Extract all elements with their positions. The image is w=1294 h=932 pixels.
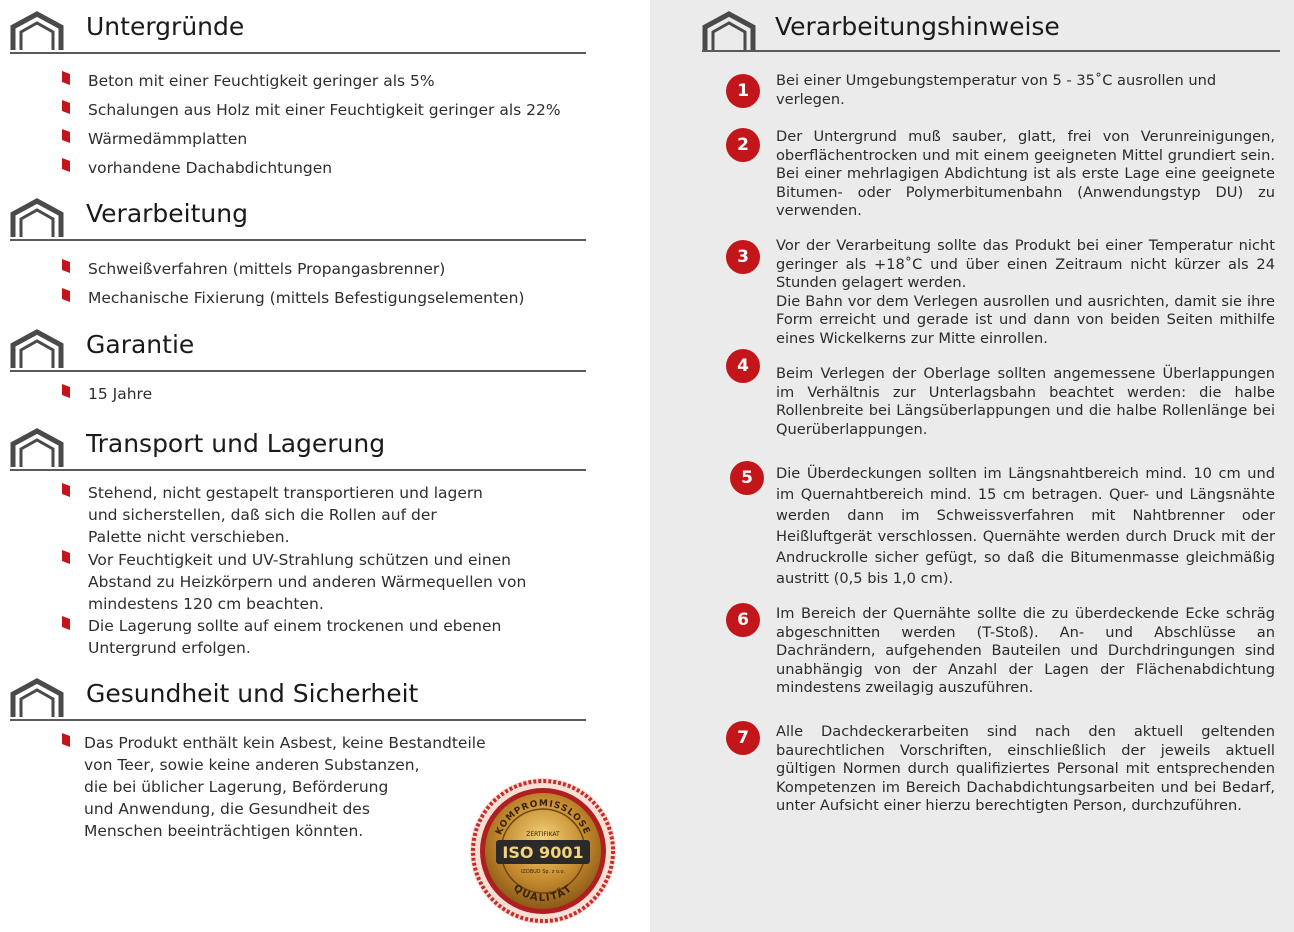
step-number-badge: 5 [730, 461, 764, 495]
step-number-badge: 3 [726, 240, 760, 274]
left-column: Untergründe Beton mit einer Feuchtigkeit geringer als 5% Schalungen aus Holz mit einer Feuchtigkeit geringer als 22% Wärmedämmplatten vorhandene Dachabdichtungen Verarbeitung Schweißverfahren (mittels Propangasbrenner) Mechanische Fixierung (mittels Befestigungselementen) Garantie 15 Jahre Transport und Lagerung Stehend, nicht gestapelt transportieren und lagern und sicherstellen, daß sich die Rollen auf der Palette nicht verschieben. Vor Feuchtigkeit und UV-Strahlung schützen und einen Abstand zu Heizkörpern und anderen Wärmequellen von mindestens 120 cm beachten. Die Lagerung sollte auf einem trockenen und ebenen Untergrund erfolgen. Gesundheit und Sicherheit Das Produkt enthält kein Asbest, keine Bestandteile von Teer, sowie keine anderen Substanzen, die bei üblicher Lagerung, Beförderung und Anwendung, die Gesundheit des Menschen beeinträchtigen könnten. KOMPROMISSLOSE QUALITÄT ZERTIFIKAT ISO 9001 IZOBUD Sp. z o.o. [0, 0, 650, 932]
red-flag-icon [62, 129, 70, 143]
step-text: Vor der Verarbeitung sollte das Produkt bei einer Temperatur nicht geringer als +18˚C und über einen Zeitraum nicht kürzer als 24 Stunden gelagert werden. Die Bahn vor dem Verlegen ausrollen und ausrichten, damit sie ihre Form erreicht und gerade ist und dann von beiden Seiten mithilfe eines Wickelkerns zur Mitte einrollen. [776, 237, 1275, 347]
section-title: Gesundheit und Sicherheit [86, 679, 419, 708]
section-title: Garantie [86, 330, 195, 359]
step-text: Alle Dachdeckerarbeiten sind nach den aktuell geltenden baurechtlichen Vorschriften, einschließlich der jeweils aktuell gültigen Normen durch qualifiziertes Personal mit entsprechenden Kompetenzen im Bereich Dachabdichtungsarbeiten und bei Bedarf, unter Aufsicht einer hierzu berechtigten Person, durchzuführen. [776, 723, 1275, 814]
seal-label: ZERTIFIKAT [526, 831, 560, 838]
house-icon [10, 197, 64, 239]
red-flag-icon [62, 288, 70, 302]
red-flag-icon [62, 384, 70, 398]
right-panel [650, 0, 1294, 932]
step-number-badge: 4 [726, 349, 760, 383]
step-text: Die Überdeckungen sollten im Längsnahtbereich mind. 10 cm und im Quernahtbereich mind. 15 cm betragen. Quer- und Längsnähte werden dann im Schweissverfahren mit Nahtbrenner oder Heißluftgerät verschlossen. Quernähte werden durch Druck mit der Andruckrolle sicher gefügt, so daß die Bitumenmasse gleichmäßig austritt (0,5 bis 1,0 cm). [776, 465, 1275, 587]
seal-main-text: ISO 9001 [502, 843, 584, 862]
section-header-untergruende [10, 10, 586, 54]
seal-bottom-text: QUALITÄT [511, 882, 575, 905]
section-title: Transport und Lagerung [86, 429, 386, 458]
seal-company: IZOBUD Sp. z o.o. [520, 869, 566, 875]
step-number-badge: 1 [726, 74, 760, 108]
red-flag-icon [62, 616, 70, 630]
red-flag-icon [62, 158, 70, 172]
red-flag-icon [62, 483, 70, 497]
house-icon [10, 10, 64, 52]
section-header-verarbeitungshinweise [702, 10, 1280, 52]
step-number-badge: 2 [726, 128, 760, 162]
red-flag-icon [62, 259, 70, 273]
house-icon [10, 427, 64, 469]
section-title: Verarbeitungshinweise [775, 12, 1060, 41]
red-flag-icon [62, 733, 70, 747]
step-number-badge: 7 [726, 721, 760, 755]
iso-9001-seal [468, 776, 618, 926]
step-text: Bei einer Umgebungstemperatur von 5 - 35˚C ausrollen und verlegen. [776, 72, 1217, 108]
seal-top-text: KOMPROMISSLOSE [494, 798, 592, 837]
section-header-transport [10, 427, 586, 471]
step-number-badge: 6 [726, 603, 760, 637]
house-icon [702, 10, 756, 52]
section-header-garantie [10, 328, 586, 372]
step-text: Beim Verlegen der Oberlage sollten angemessene Überlappungen im Verhältnis zur Unterlagsbahn beachtet werden: die halbe Rollenbreite bei Längsüberlappungen und die halbe Rollenlänge bei Querüberlappungen. [776, 365, 1275, 438]
section-header-verarbeitung [10, 197, 586, 241]
red-flag-icon [62, 71, 70, 85]
step-text: Der Untergrund muß sauber, glatt, frei von Verunreinigungen, oberflächentrocken und mit einem geeigneten Mittel grundiert sein. Bei einer mehrlagigen Abdichtung ist als erste Lage eine geeignete Bitumen- oder Polymerbitumenbahn (Anwendungstyp DU) zu verwenden. [776, 128, 1275, 219]
step-text: Im Bereich der Quernähte sollte die zu überdeckende Ecke schräg abgeschnitten werden (T-Stoß). An- und Abschlüsse an Dachrändern, aufgehenden Bauteilen und Durchdringungen sind unabhängig von der Anzahl der Lagen der Flächenabdichtung mindestens zweilagig auszuführen. [776, 605, 1275, 696]
house-icon [10, 328, 64, 370]
section-title: Verarbeitung [86, 199, 248, 228]
red-flag-icon [62, 100, 70, 114]
house-icon [10, 677, 64, 719]
section-title: Untergründe [86, 12, 245, 41]
red-flag-icon [62, 550, 70, 564]
section-header-gesundheit [10, 677, 586, 721]
